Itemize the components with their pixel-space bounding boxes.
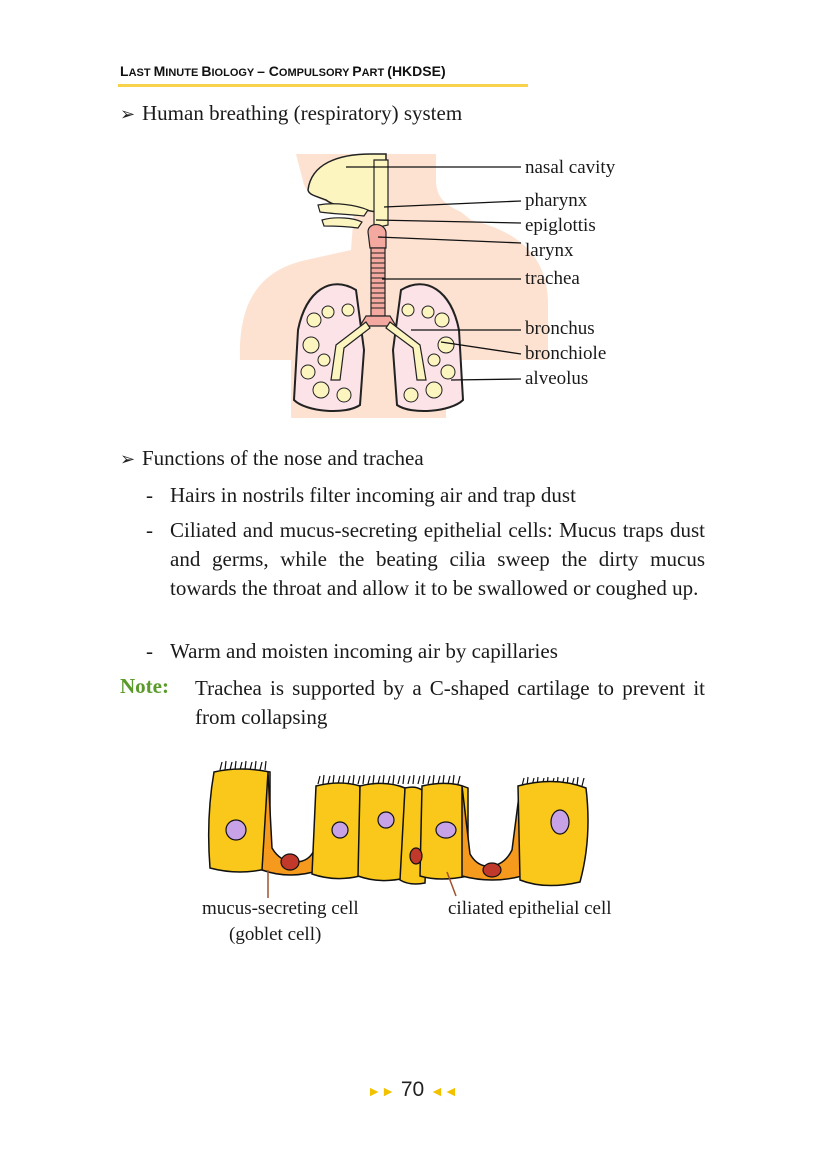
body-outline xyxy=(240,154,548,418)
header-part: LAST xyxy=(120,63,154,79)
larynx-shape xyxy=(368,225,386,249)
label-pharynx: pharynx xyxy=(525,190,588,211)
running-header xyxy=(120,63,446,79)
epithelial-cells xyxy=(209,769,588,886)
arrow-bullet-icon: ➢ xyxy=(120,104,136,124)
label-trachea: trachea xyxy=(525,268,580,289)
label-nasal-cavity: nasal cavity xyxy=(525,157,616,178)
header-part: (HKDSE) xyxy=(387,63,446,79)
label-larynx: larynx xyxy=(525,240,574,261)
page-marker-left-icon: ►► xyxy=(367,1083,395,1099)
page-marker-right-icon: ◄◄ xyxy=(430,1083,458,1099)
label-goblet-cell: (goblet cell) xyxy=(229,924,322,945)
cilia xyxy=(220,761,584,786)
header-part: PART xyxy=(352,63,388,79)
header-part: BIOLOGY xyxy=(201,63,258,79)
ciliated-epithelium-diagram xyxy=(200,758,595,898)
header-part: – COMPULSORY xyxy=(257,63,353,79)
note-text: Trachea is supported by a C-shaped cartilage to prevent it from collapsing xyxy=(195,676,705,729)
tongue-shape xyxy=(322,218,362,228)
section-heading-respiratory: ➢ Human breathing (respiratory) system xyxy=(120,101,463,125)
label-epiglottis: epiglottis xyxy=(525,215,596,236)
header-part: MINUTE xyxy=(153,63,202,79)
dash-bullet: - xyxy=(146,518,153,542)
label-ciliated-epithelial-cell: ciliated epithelial cell xyxy=(448,898,612,919)
label-alveolus: alveolus xyxy=(525,368,589,389)
label-bronchus: bronchus xyxy=(525,318,595,339)
note-label: Note: xyxy=(120,674,169,698)
dash-bullet: - xyxy=(146,639,153,663)
dash-bullet: - xyxy=(146,483,153,507)
page-number: ►► 70 ◄◄ xyxy=(367,1078,458,1101)
section-heading-nose-trachea: ➢ Functions of the nose and trachea xyxy=(120,446,424,470)
header-underline xyxy=(118,84,528,87)
label-bronchiole: bronchiole xyxy=(525,343,607,364)
pharynx-shape xyxy=(374,160,388,228)
arrow-bullet-icon: ➢ xyxy=(120,449,136,469)
label-mucus-secreting-cell: mucus-secreting cell xyxy=(202,898,359,919)
